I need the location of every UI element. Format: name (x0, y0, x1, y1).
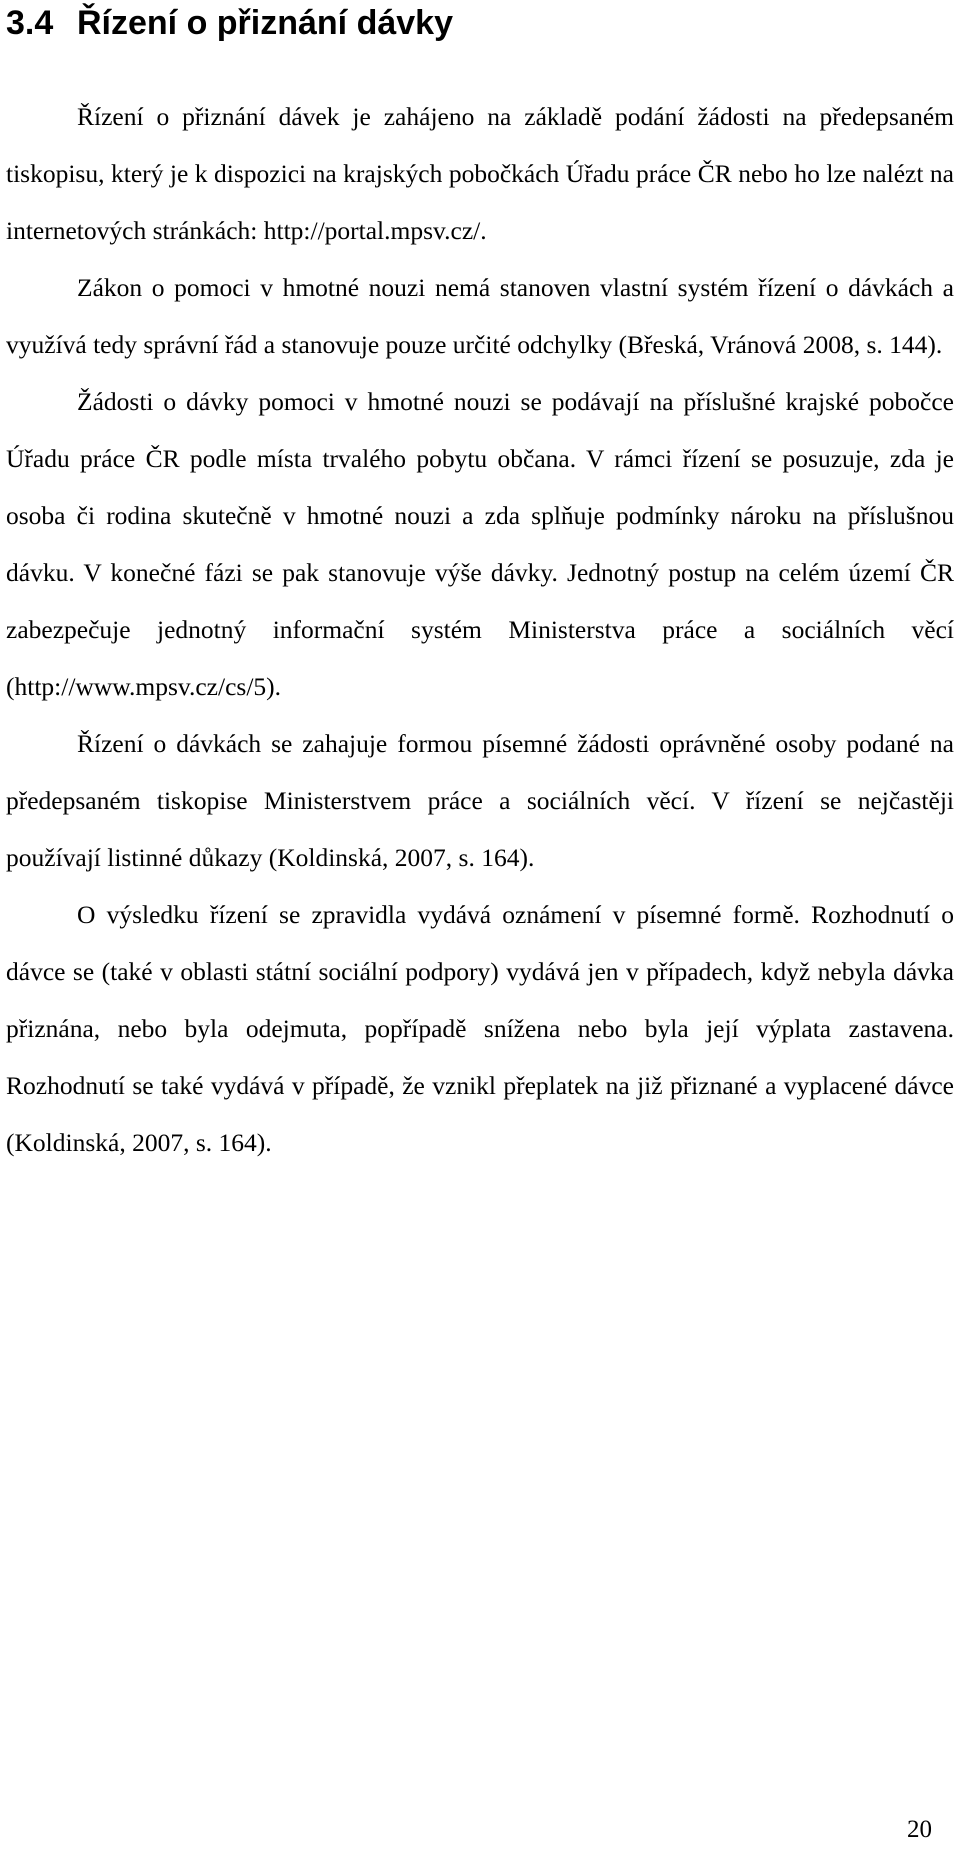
section-heading (6, 0, 453, 46)
section-title: Řízení o přiznání dávky (77, 4, 453, 42)
page-number: 20 (907, 1816, 932, 1843)
paragraph-law: Zákon o pomoci v hmotné nouzi nemá stanoven vlastní systém řízení o dávkách a využívá tedy správní řád a stanovuje pouze určité odchylky (Břeská, Vránová 2008, s. 144). (6, 273, 954, 359)
body-text (6, 88, 954, 1171)
paragraph-application: Řízení o přiznání dávek je zahájeno na základě podání žádosti na předepsaném tiskopisu, který je k dispozici na krajských pobočkách Úřadu práce ČR nebo ho lze nalézt na internetových stránkách: http://portal.mpsv.cz/. (6, 102, 954, 245)
paragraph-proceedings: Řízení o dávkách se zahajuje formou písemné žádosti oprávněné osoby podané na předepsaném tiskopise Ministerstvem práce a sociálních věcí. V řízení se nejčastěji používají listinné důkazy (Koldinská, 2007, s. 164). (6, 729, 954, 872)
paragraph-decision: O výsledku řízení se zpravidla vydává oznámení v písemné formě. Rozhodnutí o dávce se (také v oblasti státní sociální podpory) vydává jen v případech, když nebyla dávka přiznána, nebo byla odejmuta, popřípadě snížena nebo byla její výplata zastavena. Rozhodnutí se také vydává v případě, že vznikl přeplatek na již přiznané a vyplacené dávce (Koldinská, 2007, s. 164). (6, 900, 954, 1157)
document-page (6, 0, 954, 1865)
section-number: 3.4 (6, 4, 54, 42)
paragraph-requests: Žádosti o dávky pomoci v hmotné nouzi se podávají na příslušné krajské pobočce Úřadu práce ČR podle místa trvalého pobytu občana. V rámci řízení se posuzuje, zda je osoba či rodina skutečně v hmotné nouzi a zda splňuje podmínky nároku na příslušnou dávku. V konečné fázi se pak stanovuje výše dávky. Jednotný postup na celém území ČR zabezpečuje jednotný informační systém Ministerstva práce a sociálních věcí (http://www.mpsv.cz/cs/5). (6, 387, 954, 701)
